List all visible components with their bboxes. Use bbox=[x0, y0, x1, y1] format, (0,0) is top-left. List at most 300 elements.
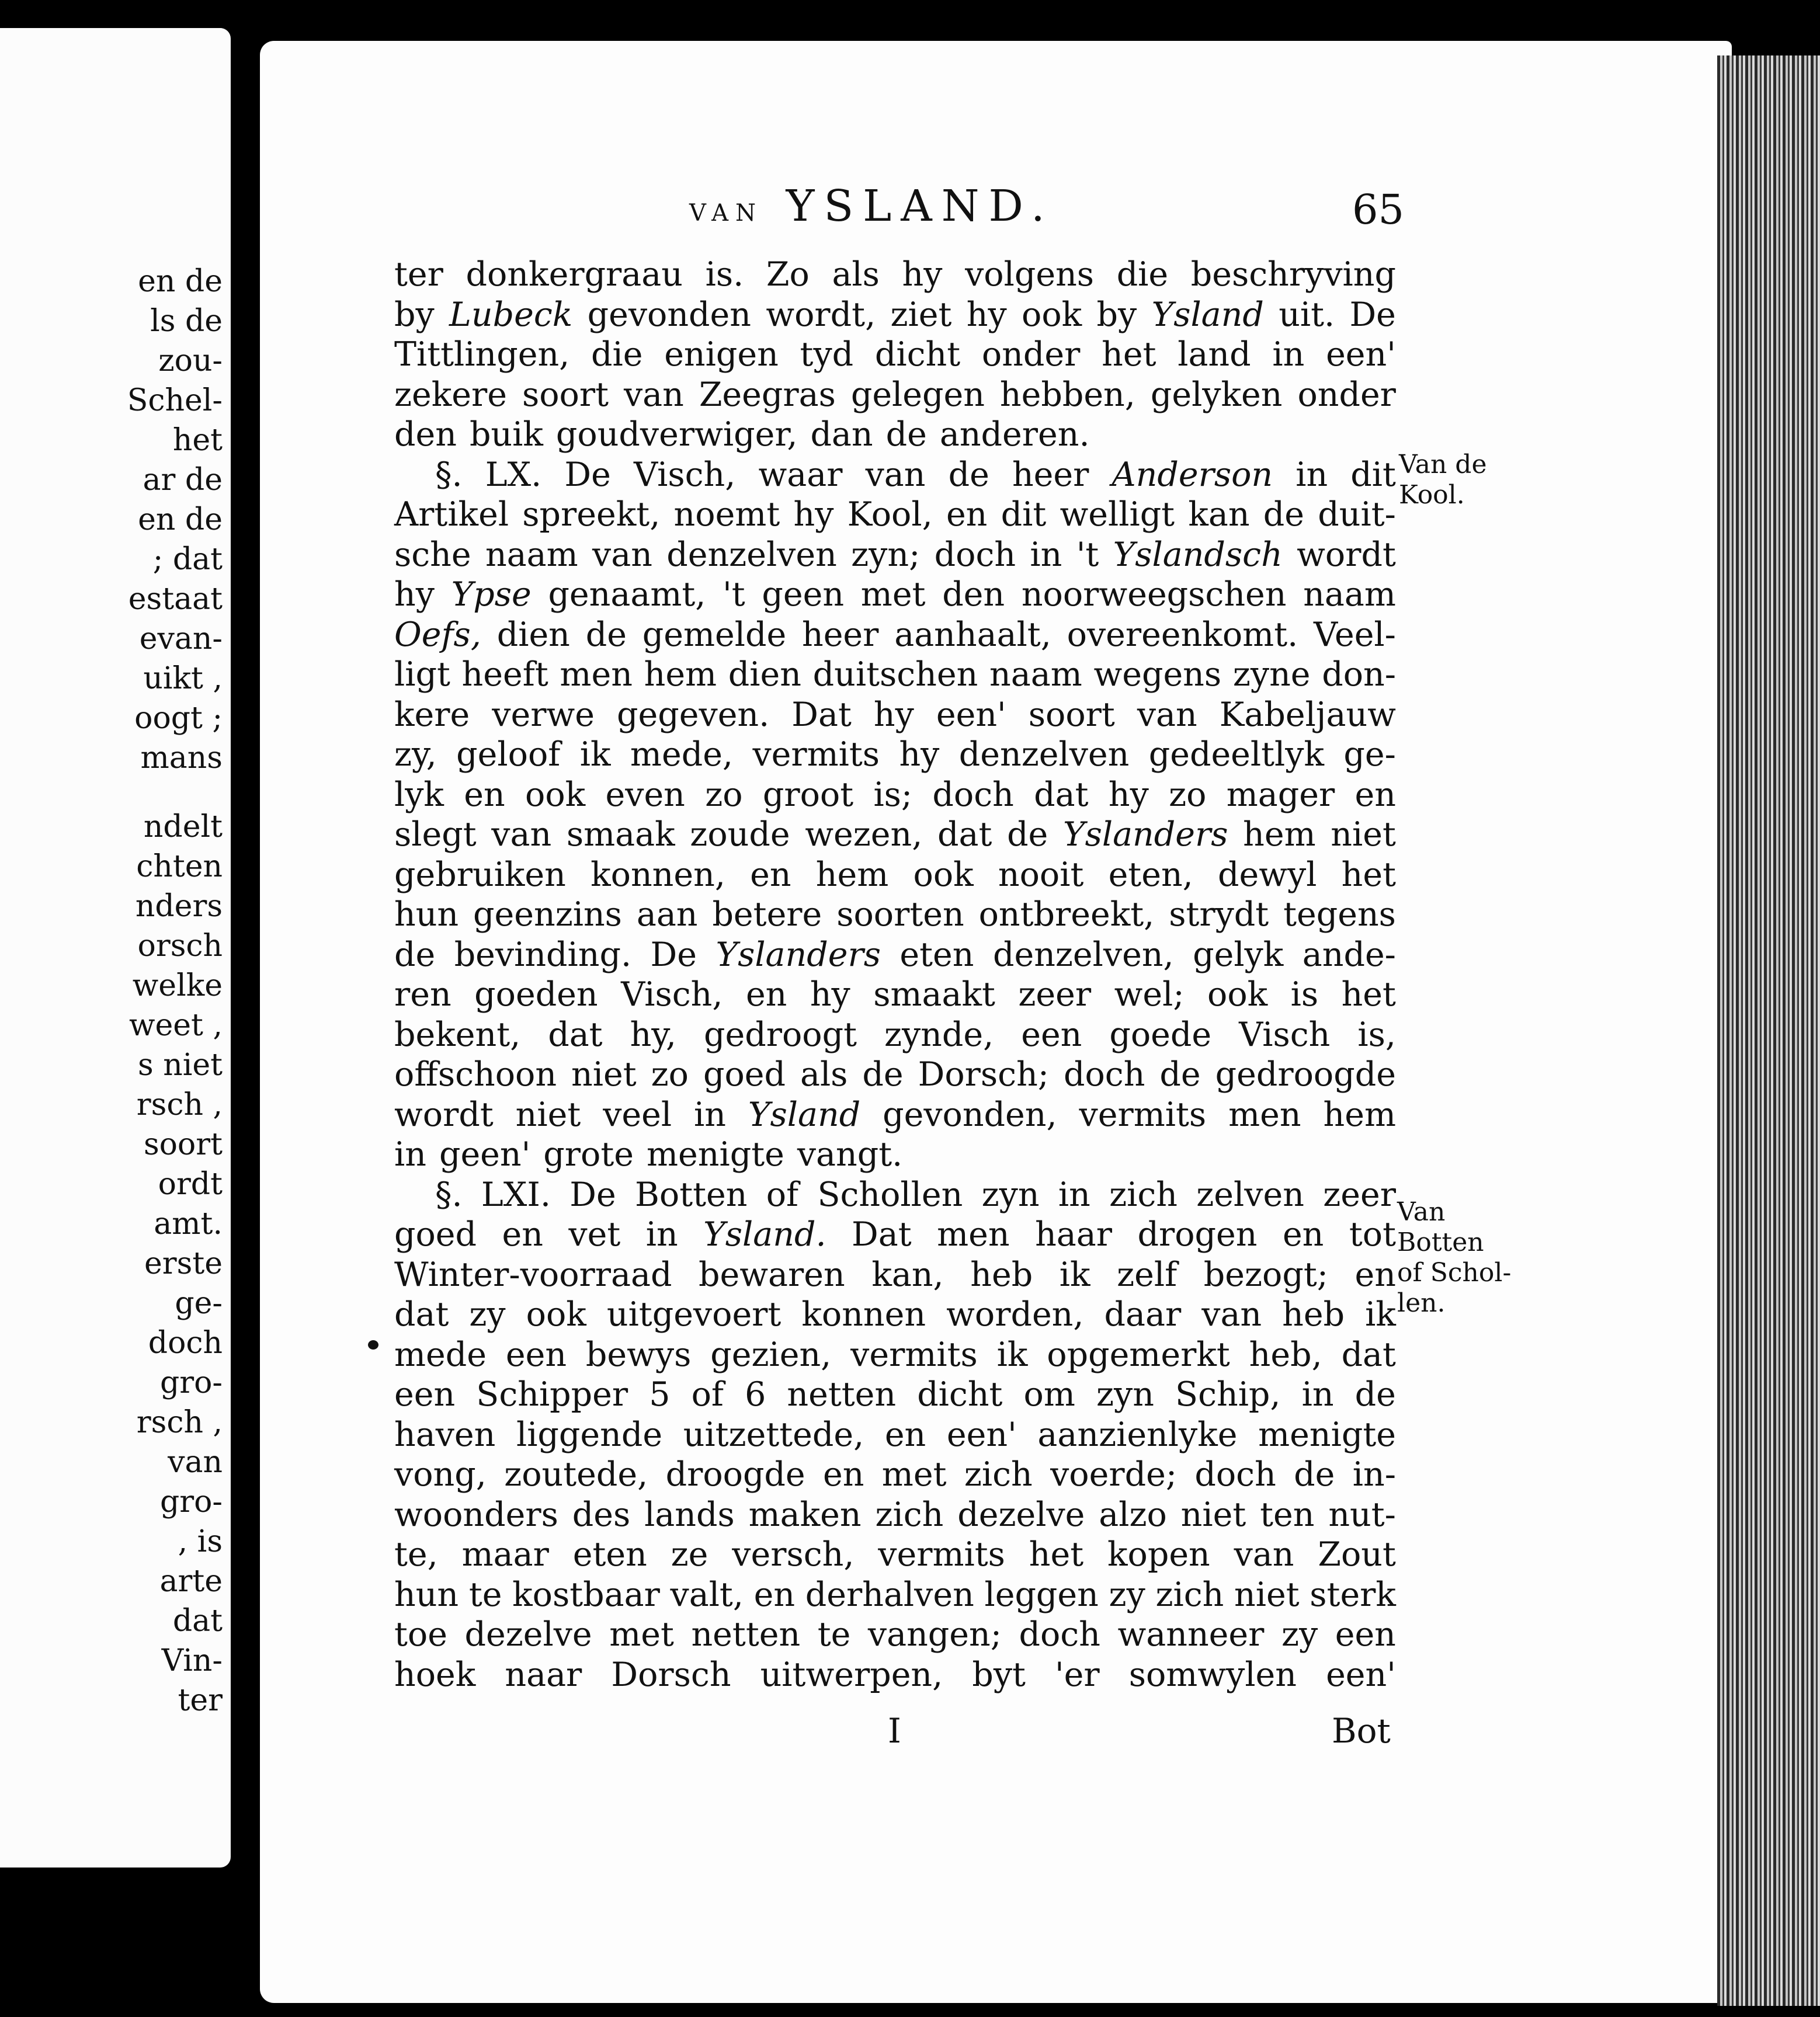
word: het bbox=[1341, 855, 1396, 894]
left-page-fragment: soort bbox=[143, 1127, 223, 1162]
word: men bbox=[560, 655, 633, 694]
word: naam bbox=[485, 535, 578, 574]
text-line bbox=[394, 1535, 1396, 1575]
word: Dorsch; bbox=[918, 1055, 1049, 1094]
word: don- bbox=[1322, 655, 1396, 694]
word: sterk bbox=[1310, 1575, 1396, 1614]
text-line bbox=[394, 1135, 1396, 1175]
word: Zeegras bbox=[699, 375, 836, 414]
word: zoutede, bbox=[504, 1455, 648, 1494]
word: denzelven, bbox=[992, 935, 1174, 974]
left-page-fragment: gro- bbox=[159, 1484, 223, 1519]
left-page-fragment: amt. bbox=[154, 1206, 223, 1242]
word: ik bbox=[1365, 1295, 1396, 1334]
left-page-fragment: ge- bbox=[175, 1286, 223, 1321]
word: ook bbox=[1207, 975, 1268, 1014]
text-line bbox=[394, 295, 1396, 335]
word: geen bbox=[762, 575, 845, 614]
word: hy bbox=[394, 575, 435, 614]
left-page-fragment: ndelt bbox=[143, 809, 223, 844]
word: Dat bbox=[791, 695, 852, 734]
word: niet bbox=[1331, 815, 1396, 854]
left-page-fragment: evan- bbox=[139, 621, 223, 656]
text-line bbox=[394, 655, 1396, 695]
word: een' bbox=[1326, 335, 1396, 374]
left-page-fragment bbox=[1, 778, 223, 807]
word: goudverwiger, bbox=[555, 415, 798, 454]
word: ook bbox=[1022, 295, 1082, 334]
word: een bbox=[505, 1335, 567, 1374]
word: van bbox=[623, 375, 684, 414]
word: goed bbox=[703, 1055, 786, 1094]
word: wegens bbox=[1093, 655, 1222, 694]
catchword: Bot bbox=[1332, 1711, 1391, 1751]
word: vangt. bbox=[797, 1135, 903, 1174]
word: in bbox=[694, 1095, 726, 1134]
text-line bbox=[394, 695, 1396, 735]
word: netten bbox=[787, 1375, 897, 1414]
word: Lubeck bbox=[449, 295, 573, 334]
text-line bbox=[394, 735, 1396, 775]
word: Ysland. bbox=[703, 1215, 826, 1254]
word: Schollen bbox=[817, 1175, 963, 1214]
word: Yslanders bbox=[716, 935, 881, 974]
word: volgens bbox=[965, 255, 1095, 294]
word: kostbaar bbox=[512, 1575, 660, 1614]
word: van bbox=[491, 815, 552, 854]
word: dicht bbox=[917, 1375, 1003, 1414]
text-line bbox=[394, 895, 1396, 935]
left-page-fragment: ar de bbox=[143, 462, 223, 498]
word: en bbox=[946, 495, 988, 534]
word: gevonden bbox=[587, 295, 751, 334]
word: als bbox=[832, 255, 880, 294]
word: kopen bbox=[1107, 1535, 1210, 1574]
text-line bbox=[394, 1255, 1396, 1295]
word: drogen bbox=[1137, 1215, 1258, 1254]
word: daar bbox=[1104, 1295, 1182, 1334]
word: leggen bbox=[984, 1575, 1099, 1614]
word: hy bbox=[902, 255, 943, 294]
word: Anderson bbox=[1112, 455, 1273, 494]
word: aan bbox=[636, 895, 698, 934]
word: een' bbox=[946, 1415, 1017, 1454]
word: mager bbox=[1226, 775, 1335, 814]
word: eten, bbox=[1108, 855, 1193, 894]
word: vermits bbox=[752, 735, 880, 774]
word: duitschen bbox=[812, 655, 978, 694]
word: beschryving bbox=[1190, 255, 1396, 294]
word: gevonden, bbox=[883, 1095, 1057, 1134]
word: hy bbox=[793, 495, 834, 534]
word: in bbox=[1272, 335, 1305, 374]
word: in bbox=[1295, 455, 1328, 494]
word: noorweegschen bbox=[1021, 575, 1287, 614]
word: te, bbox=[394, 1535, 438, 1574]
word: ik bbox=[996, 1335, 1028, 1374]
word: zo bbox=[1169, 775, 1207, 814]
word: en bbox=[884, 1415, 926, 1454]
word: denzelven bbox=[666, 535, 837, 574]
word: Veel- bbox=[1314, 615, 1396, 654]
word: dit bbox=[1350, 455, 1396, 494]
word: een' bbox=[1326, 1655, 1396, 1694]
word: hun bbox=[394, 895, 459, 934]
text-line bbox=[394, 1335, 1396, 1375]
word: droogde bbox=[665, 1455, 805, 1494]
word: maar bbox=[461, 1535, 549, 1574]
word: genaamt, bbox=[548, 575, 706, 614]
word: geloof bbox=[456, 735, 561, 774]
word: in bbox=[1301, 1375, 1334, 1414]
word: kere bbox=[394, 695, 470, 734]
word: zy bbox=[1281, 1615, 1318, 1654]
word: zyne bbox=[1232, 655, 1311, 694]
word: 5 bbox=[649, 1375, 671, 1414]
left-page-fragment: rsch , bbox=[136, 1405, 223, 1440]
word: te bbox=[468, 1575, 502, 1614]
word: onder bbox=[981, 335, 1081, 374]
word: zelf bbox=[1117, 1255, 1178, 1294]
word: alzo bbox=[1099, 1495, 1167, 1534]
word: in bbox=[1058, 1175, 1090, 1214]
word: en bbox=[750, 855, 791, 894]
word: Botten bbox=[634, 1175, 748, 1214]
word: vong, bbox=[394, 1455, 487, 1494]
word: goeden bbox=[474, 975, 598, 1014]
word: zyn; bbox=[851, 535, 921, 574]
word: by bbox=[394, 295, 435, 334]
word: dicht bbox=[874, 335, 961, 374]
word: van bbox=[1234, 1535, 1294, 1574]
word: de bbox=[585, 615, 627, 654]
word: dat bbox=[548, 1015, 603, 1054]
word: en bbox=[464, 775, 505, 814]
word: zy, bbox=[394, 735, 437, 774]
word: donkergraau bbox=[466, 255, 683, 294]
word: woonders bbox=[394, 1495, 558, 1534]
word: van bbox=[1201, 1295, 1262, 1334]
word: en bbox=[1354, 1255, 1396, 1294]
word: voerde; bbox=[1050, 1455, 1178, 1494]
left-page-fragment: dat bbox=[172, 1604, 223, 1639]
text-line bbox=[394, 1615, 1396, 1655]
word: waar bbox=[758, 455, 843, 494]
word: van bbox=[1137, 695, 1197, 734]
word: LXI. bbox=[481, 1175, 551, 1214]
word: gelyk bbox=[1193, 935, 1284, 974]
word: te bbox=[817, 1615, 851, 1654]
left-page-text bbox=[1, 262, 223, 1720]
left-page-fragment: , is bbox=[178, 1524, 223, 1559]
word: een bbox=[1021, 1015, 1082, 1054]
word: heeft bbox=[461, 655, 548, 694]
word: heb bbox=[1282, 1295, 1345, 1334]
word: tot bbox=[1349, 1215, 1396, 1254]
word: §. bbox=[435, 455, 463, 494]
page-edges bbox=[1717, 55, 1820, 2006]
word: uitzettede, bbox=[683, 1415, 864, 1454]
left-page-fragment: s niet bbox=[137, 1048, 223, 1083]
word: spreekt, bbox=[522, 495, 661, 534]
word: niet bbox=[1180, 1495, 1246, 1534]
word: vermits bbox=[878, 1535, 1005, 1574]
word: derhalven bbox=[805, 1575, 974, 1614]
word: de bbox=[1007, 815, 1048, 854]
word: konnen bbox=[801, 1295, 926, 1334]
word: De bbox=[564, 455, 611, 494]
word: goede bbox=[1109, 1015, 1212, 1054]
word: zyn bbox=[981, 1175, 1040, 1214]
word: de bbox=[862, 1055, 904, 1094]
word: naam bbox=[1303, 575, 1396, 614]
word: dan bbox=[810, 415, 873, 454]
left-page-fragment: zou- bbox=[158, 343, 223, 378]
word: en bbox=[502, 1215, 543, 1254]
word: even bbox=[605, 775, 685, 814]
word: smaak bbox=[566, 815, 675, 854]
word: heer bbox=[801, 615, 879, 654]
left-page-fragment: gro- bbox=[159, 1365, 223, 1400]
text-line bbox=[394, 535, 1396, 575]
word: lands bbox=[644, 1495, 735, 1534]
word: buik bbox=[469, 415, 543, 454]
word: zynde, bbox=[884, 1015, 994, 1054]
word: de bbox=[948, 455, 989, 494]
word: aanhaalt, bbox=[894, 615, 1051, 654]
word: is. bbox=[705, 255, 744, 294]
word: zy bbox=[469, 1295, 506, 1334]
word: 't bbox=[723, 575, 745, 614]
word: Artikel bbox=[394, 495, 509, 534]
word: dit bbox=[1001, 495, 1047, 534]
word: liggende bbox=[516, 1415, 663, 1454]
word: ten bbox=[1260, 1495, 1315, 1534]
word: smaakt bbox=[873, 975, 995, 1014]
text-line bbox=[394, 1095, 1396, 1135]
word: dezelve bbox=[957, 1495, 1085, 1534]
margin-note-line: len. bbox=[1397, 1288, 1446, 1318]
word: valt, bbox=[670, 1575, 744, 1614]
word: de bbox=[394, 935, 436, 974]
word: Zo bbox=[766, 255, 810, 294]
word: vermits bbox=[850, 1335, 978, 1374]
word: duit- bbox=[1318, 495, 1396, 534]
word: aanzienlyke bbox=[1037, 1415, 1238, 1454]
word: om bbox=[1023, 1375, 1075, 1414]
word: van bbox=[865, 455, 926, 494]
word: noemt bbox=[673, 495, 780, 534]
word: Schip, bbox=[1175, 1375, 1281, 1414]
word: zekere bbox=[394, 375, 508, 414]
word: zy bbox=[1109, 1575, 1145, 1614]
text-line bbox=[394, 1295, 1396, 1335]
left-page bbox=[0, 28, 231, 1868]
word: tyd bbox=[800, 335, 854, 374]
word: doch bbox=[934, 535, 1016, 574]
word: heb bbox=[970, 1255, 1033, 1294]
word: in bbox=[645, 1215, 678, 1254]
word: zelven bbox=[1196, 1175, 1304, 1214]
word: vermits bbox=[1079, 1095, 1207, 1134]
text-line bbox=[394, 1215, 1396, 1255]
word: hy, bbox=[630, 1015, 677, 1054]
word: lyk bbox=[394, 775, 444, 814]
word: zich bbox=[964, 1455, 1033, 1494]
text-line bbox=[394, 855, 1396, 895]
word: die bbox=[591, 335, 643, 374]
word: zich bbox=[1155, 1575, 1224, 1614]
word: en bbox=[745, 975, 787, 1014]
word: menigte bbox=[647, 1135, 784, 1174]
ink-smudge bbox=[368, 1340, 378, 1350]
word: en bbox=[753, 1575, 796, 1614]
word: geen' bbox=[439, 1135, 531, 1174]
word: in bbox=[1030, 535, 1062, 574]
word: of bbox=[691, 1375, 724, 1414]
word: heb, bbox=[1249, 1335, 1322, 1374]
word: wezen, bbox=[805, 815, 923, 854]
word: worden, bbox=[946, 1295, 1084, 1334]
word: sche bbox=[394, 535, 471, 574]
margin-note-line: of Schol- bbox=[1397, 1258, 1512, 1288]
text-line bbox=[394, 1055, 1396, 1095]
margin-note-kool bbox=[1399, 450, 1487, 510]
word: niet bbox=[515, 1095, 581, 1134]
left-page-fragment: arte bbox=[159, 1564, 223, 1599]
word: hebben, bbox=[999, 375, 1135, 414]
word: zoude bbox=[690, 815, 790, 854]
margin-note-line: Van de bbox=[1399, 450, 1487, 479]
word: zeer bbox=[1323, 1175, 1396, 1214]
word: opgemerkt bbox=[1047, 1335, 1230, 1374]
word: ook bbox=[525, 775, 586, 814]
word: hy bbox=[899, 735, 940, 774]
word: Winter-voorraad bbox=[394, 1255, 672, 1294]
word: des bbox=[572, 1495, 631, 1534]
word: somwylen bbox=[1128, 1655, 1297, 1694]
signature-mark: I bbox=[888, 1711, 901, 1751]
text-line bbox=[394, 615, 1396, 655]
word: bezogt; bbox=[1203, 1255, 1328, 1294]
word: dezelve bbox=[464, 1615, 592, 1654]
left-page-fragment: orsch bbox=[137, 928, 223, 964]
word: de bbox=[1294, 1455, 1335, 1494]
header-van: VAN bbox=[689, 200, 763, 227]
word: kan bbox=[1188, 495, 1250, 534]
word: ik bbox=[579, 735, 611, 774]
left-page-fragment: ls de bbox=[150, 304, 223, 339]
word: doch bbox=[1019, 1615, 1100, 1654]
margin-note-botten bbox=[1397, 1197, 1511, 1319]
word: zeer bbox=[1018, 975, 1092, 1014]
word: ter bbox=[394, 255, 443, 294]
text-line bbox=[394, 1495, 1396, 1535]
word: niet bbox=[571, 1055, 637, 1094]
word: naam bbox=[989, 655, 1082, 694]
text-line bbox=[394, 935, 1396, 975]
left-page-fragment: van bbox=[168, 1445, 223, 1480]
word: zo bbox=[651, 1055, 689, 1094]
word: soort bbox=[522, 375, 609, 414]
word: ande- bbox=[1302, 935, 1396, 974]
left-page-fragment: erste bbox=[144, 1246, 223, 1281]
word: dat bbox=[394, 1295, 449, 1334]
text-line bbox=[394, 1575, 1396, 1615]
word: in- bbox=[1352, 1455, 1396, 1494]
word: groot bbox=[762, 775, 854, 814]
word: dat bbox=[1341, 1335, 1396, 1374]
word: De bbox=[569, 1175, 616, 1214]
text-line bbox=[394, 1375, 1396, 1415]
word: 'er bbox=[1055, 1655, 1100, 1694]
text-line bbox=[394, 975, 1396, 1015]
text-line bbox=[394, 1175, 1396, 1215]
text-line bbox=[394, 455, 1396, 495]
word: strydt bbox=[1169, 895, 1269, 934]
margin-note-line: Kool. bbox=[1399, 480, 1465, 510]
word: haar bbox=[1035, 1215, 1113, 1254]
word: LX. bbox=[485, 455, 542, 494]
word: dien bbox=[728, 655, 801, 694]
word: het bbox=[1341, 975, 1396, 1014]
word: gegeven. bbox=[617, 695, 770, 734]
word: Yslanders bbox=[1062, 815, 1228, 854]
margin-note-line: Botten bbox=[1397, 1227, 1484, 1257]
word: 't bbox=[1076, 535, 1099, 574]
word: welligt bbox=[1060, 495, 1175, 534]
left-page-fragment: welke bbox=[132, 968, 223, 1003]
running-header bbox=[689, 181, 1054, 231]
word: hem bbox=[815, 855, 889, 894]
word: en bbox=[1354, 775, 1396, 814]
left-page-fragment: estaat bbox=[128, 582, 223, 617]
word: Oefs, bbox=[394, 615, 481, 654]
word: enigen bbox=[664, 335, 779, 374]
left-page-fragment: en de bbox=[138, 264, 223, 299]
word: doch bbox=[932, 775, 1014, 814]
word: is bbox=[1290, 975, 1319, 1014]
word: naar bbox=[505, 1655, 582, 1694]
word: vangen; bbox=[867, 1615, 1002, 1654]
word: ik bbox=[1059, 1255, 1090, 1294]
word: bekent, bbox=[394, 1015, 521, 1054]
word: vet bbox=[568, 1215, 621, 1254]
word: het bbox=[1102, 335, 1156, 374]
word: met bbox=[860, 575, 926, 614]
word: wanneer bbox=[1117, 1615, 1265, 1654]
left-page-fragment: chten bbox=[136, 849, 223, 884]
word: konnen, bbox=[591, 855, 725, 894]
word: §. bbox=[435, 1175, 463, 1214]
left-page-fragment: uikt , bbox=[143, 661, 223, 696]
left-page-fragment: Vin- bbox=[161, 1643, 223, 1678]
word: is; bbox=[873, 775, 913, 814]
word: uit. bbox=[1279, 295, 1335, 334]
word: bewys bbox=[585, 1335, 692, 1374]
word: doch bbox=[1063, 1055, 1145, 1094]
word: bewaren bbox=[699, 1255, 845, 1294]
word: mede, bbox=[630, 735, 734, 774]
word: soort bbox=[1028, 695, 1115, 734]
left-page-fragment: doch bbox=[148, 1326, 223, 1361]
word: ligt bbox=[394, 655, 450, 694]
word: verwe bbox=[492, 695, 595, 734]
word: denzelven bbox=[958, 735, 1130, 774]
word: mede bbox=[394, 1335, 487, 1374]
word: netten bbox=[691, 1615, 801, 1654]
word: Visch, bbox=[633, 455, 736, 494]
